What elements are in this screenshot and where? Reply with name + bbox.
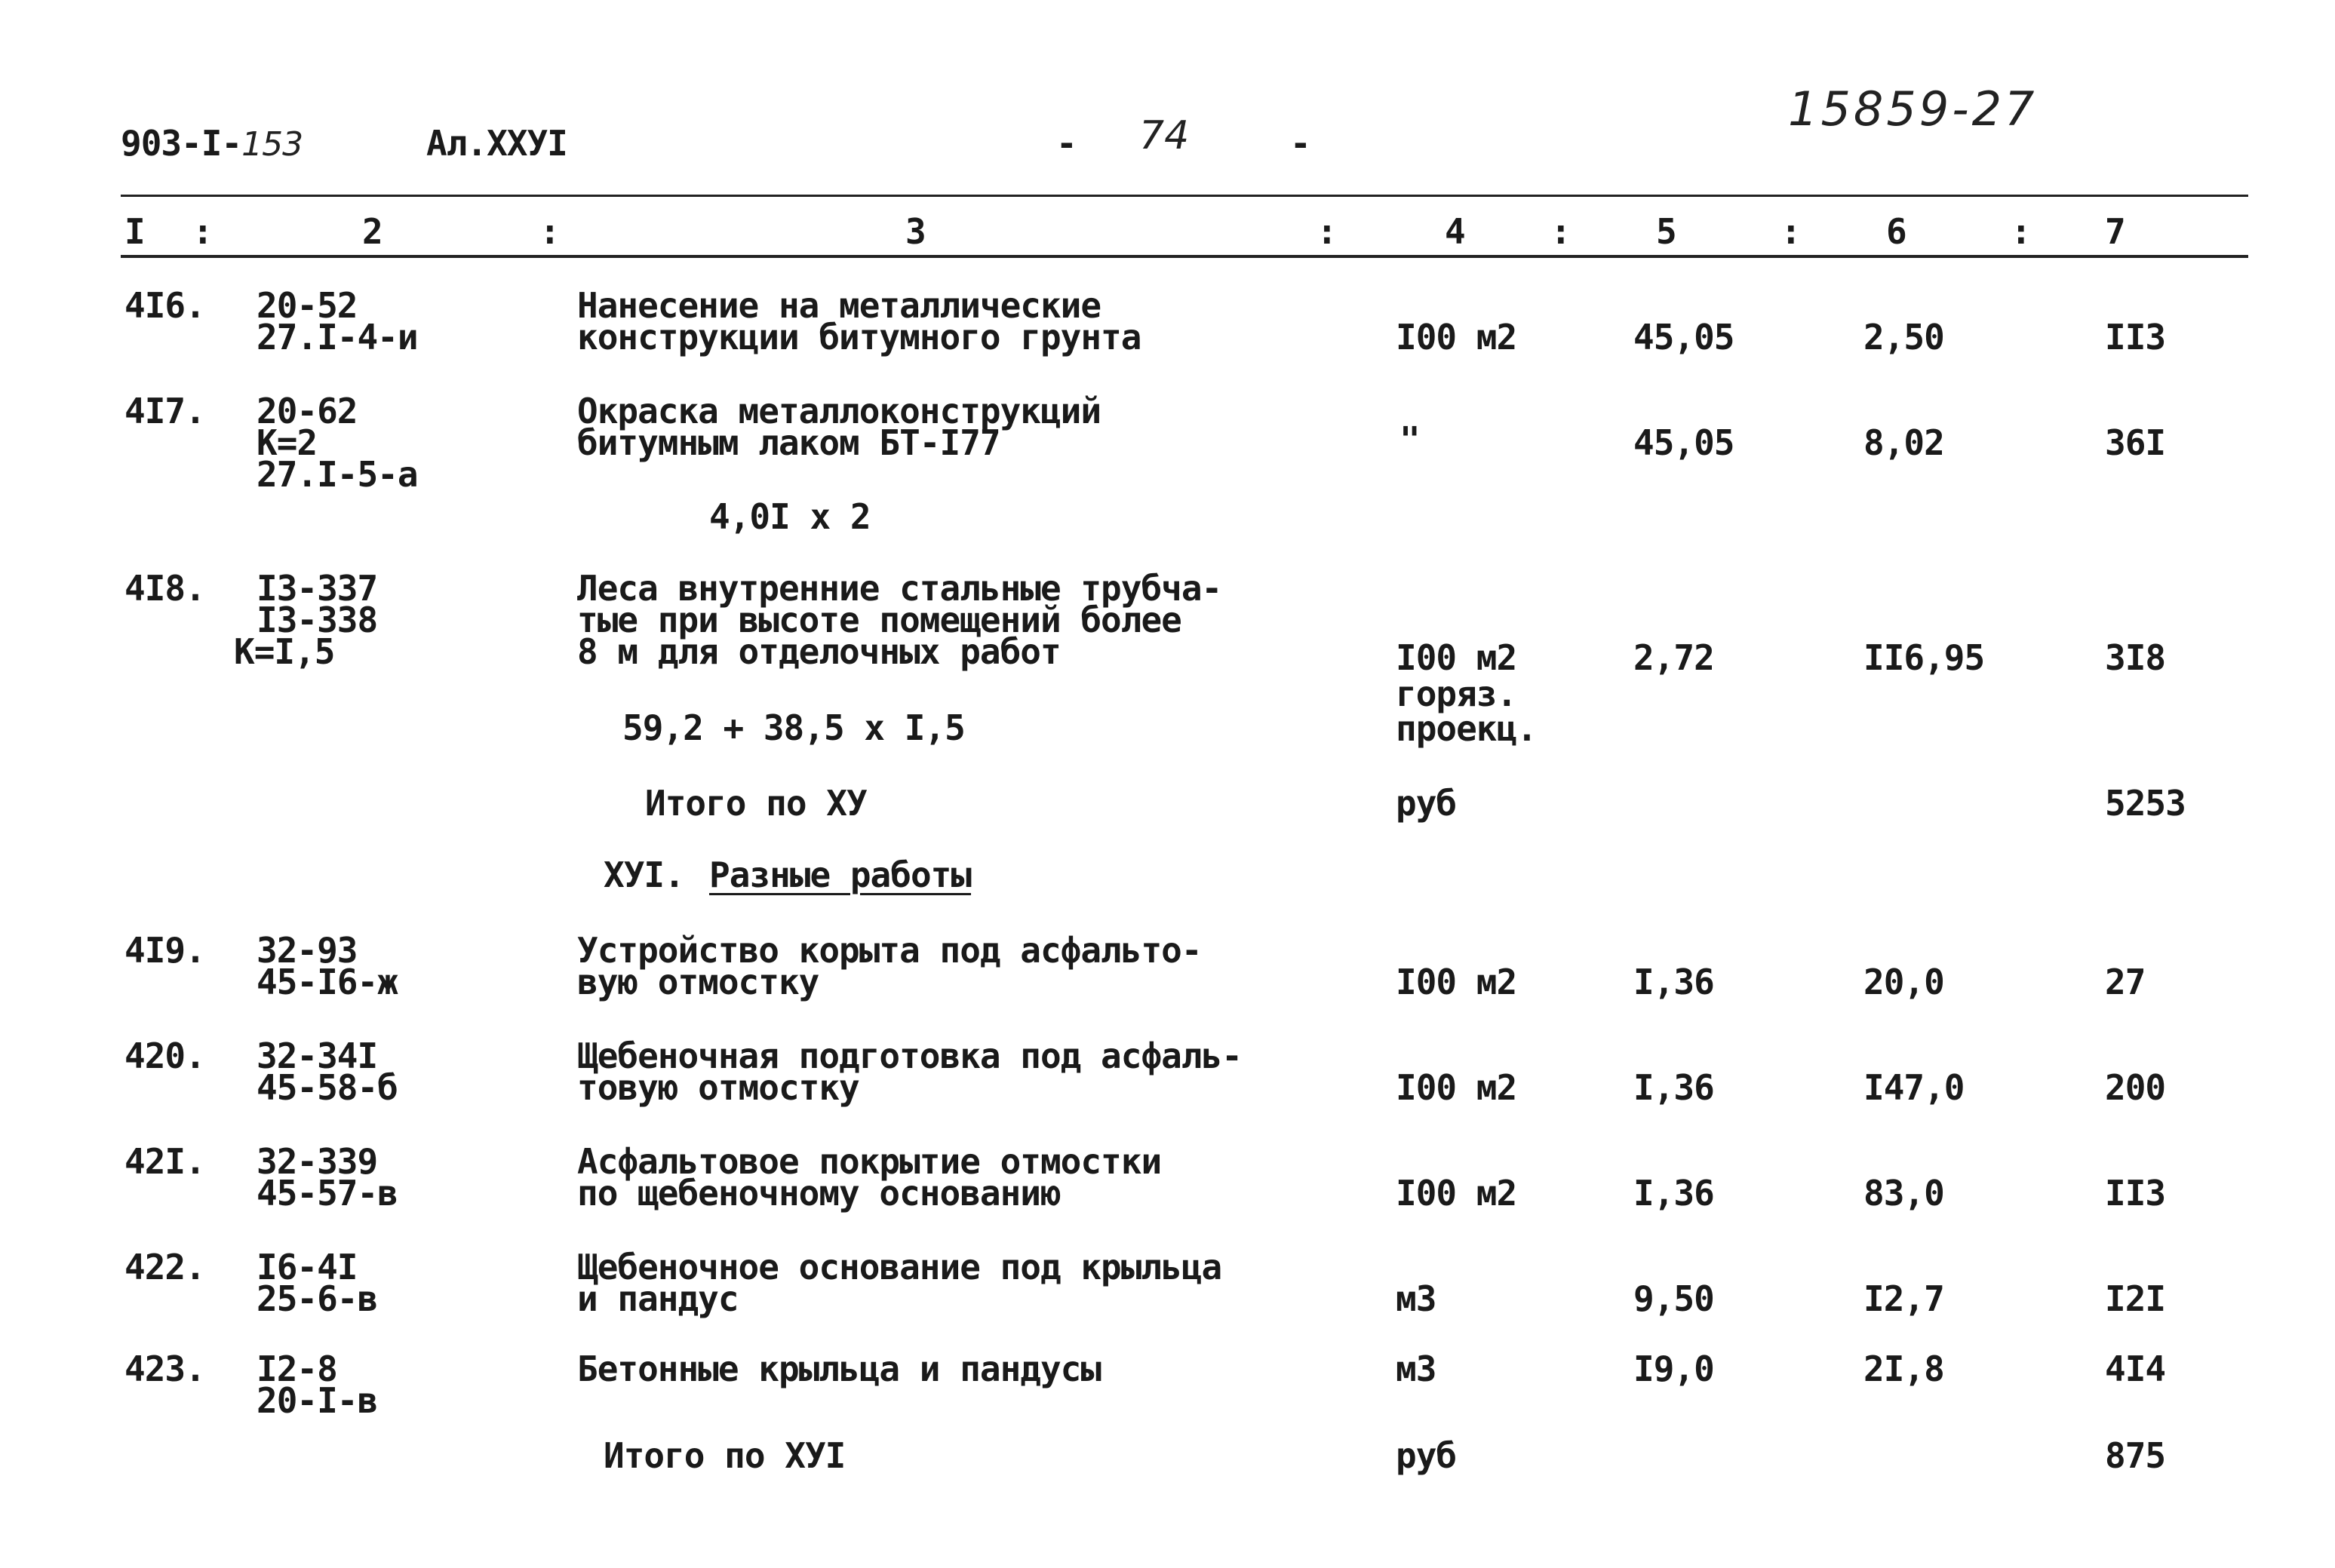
unit-price: 2I,8 xyxy=(1863,1349,1944,1389)
total-cost: 36I xyxy=(2105,422,2166,463)
total-cost: 4I4 xyxy=(2105,1349,2166,1389)
quantity: 9,50 xyxy=(1633,1278,1714,1319)
column-header-6: 6 xyxy=(1886,211,1906,252)
doc-code-handwritten: 153 xyxy=(241,125,303,164)
unit: I00 м2 xyxy=(1396,1067,1517,1108)
work-description: вую отмостку xyxy=(577,962,819,1002)
unit: I00 м2 xyxy=(1396,317,1517,357)
work-description: Бетонные крыльца и пандусы xyxy=(577,1349,1101,1389)
column-separator: : xyxy=(192,211,213,252)
calculation: 4,0I x 2 xyxy=(709,496,871,537)
norm-code: 45-57-в xyxy=(257,1173,398,1214)
unit-price: 8,02 xyxy=(1863,422,1944,463)
quantity: I,36 xyxy=(1633,1067,1714,1108)
subtotal-total: 875 xyxy=(2105,1435,2166,1476)
column-separator: : xyxy=(1550,211,1571,252)
norm-code: 20-62 xyxy=(257,391,358,431)
album-number: Ал.ХХУI xyxy=(426,123,567,164)
unit: горяз. xyxy=(1396,674,1517,714)
page-number: 74 xyxy=(1139,113,1190,158)
unit-price: I47,0 xyxy=(1863,1067,1965,1108)
section-title: Разные работы xyxy=(709,855,972,895)
work-description: 8 м для отделочных работ xyxy=(577,631,1061,672)
column-separator: : xyxy=(1780,211,1801,252)
column-header-1: I xyxy=(124,211,145,252)
subtotal-unit: руб xyxy=(1396,1435,1457,1476)
column-header-3: 3 xyxy=(905,211,926,252)
norm-code: I3-338 xyxy=(257,600,378,640)
row-number: 420. xyxy=(124,1036,205,1076)
total-cost: II3 xyxy=(2105,1173,2166,1214)
unit: I00 м2 xyxy=(1396,637,1517,678)
quantity: I,36 xyxy=(1633,1173,1714,1214)
quantity: 45,05 xyxy=(1633,317,1734,357)
section-number: ХУI. xyxy=(604,855,684,895)
unit-price: II6,95 xyxy=(1863,637,1985,678)
column-separator: : xyxy=(2011,211,2031,252)
norm-code: 32-34I xyxy=(257,1036,378,1076)
quantity: I9,0 xyxy=(1633,1349,1714,1389)
unit: I00 м2 xyxy=(1396,1173,1517,1214)
doc-code xyxy=(121,124,303,164)
unit: " xyxy=(1399,419,1420,460)
total-cost: 3I8 xyxy=(2105,637,2166,678)
norm-code: 45-58-б xyxy=(257,1067,398,1108)
norm-code: 45-I6-ж xyxy=(257,962,398,1002)
norm-code: I3-337 xyxy=(257,568,378,609)
norm-code: I6-4I xyxy=(257,1247,358,1287)
work-description: Асфальтовое покрытие отмостки xyxy=(577,1141,1162,1182)
inventory-number: 15859-27 xyxy=(1788,81,2038,137)
column-separator: : xyxy=(539,211,560,252)
header-rule-top xyxy=(121,195,2248,197)
work-description: Щебеночная подготовка под асфаль- xyxy=(577,1036,1242,1076)
column-header-2: 2 xyxy=(362,211,383,252)
norm-code: 20-52 xyxy=(257,285,358,326)
quantity: I,36 xyxy=(1633,962,1714,1002)
unit-price: I2,7 xyxy=(1863,1278,1944,1319)
work-description: Щебеночное основание под крыльца xyxy=(577,1247,1222,1287)
page-dash-right: - xyxy=(1290,123,1310,164)
norm-code: 32-339 xyxy=(257,1141,378,1182)
column-separator: : xyxy=(1317,211,1337,252)
row-number: 42I. xyxy=(124,1141,205,1182)
calculation: 59,2 + 38,5 x I,5 xyxy=(622,707,965,748)
quantity: 2,72 xyxy=(1633,637,1714,678)
row-number: 4I9. xyxy=(124,930,205,971)
page-dash-left: - xyxy=(1056,123,1077,164)
work-description: товую отмостку xyxy=(577,1067,859,1108)
unit: м3 xyxy=(1396,1278,1436,1319)
norm-code: К=2 xyxy=(257,422,318,463)
norm-code: 20-I-в xyxy=(257,1380,378,1421)
row-number: 4I7. xyxy=(124,391,205,431)
total-cost: I2I xyxy=(2105,1278,2166,1319)
work-description: тые при высоте помещений более xyxy=(577,600,1181,640)
subtotal-total: 5253 xyxy=(2105,783,2186,824)
unit-price: 83,0 xyxy=(1863,1173,1944,1214)
unit: м3 xyxy=(1396,1349,1436,1389)
norm-code: I2-8 xyxy=(257,1349,337,1389)
quantity: 45,05 xyxy=(1633,422,1734,463)
header-rule-bottom xyxy=(121,255,2248,258)
norm-code: 27.I-4-и xyxy=(257,317,418,357)
work-description: конструкции битумного грунта xyxy=(577,317,1141,357)
work-description: по щебеночному основанию xyxy=(577,1173,1061,1214)
total-cost: II3 xyxy=(2105,317,2166,357)
norm-code: 25-6-в xyxy=(257,1278,378,1319)
row-number: 4I8. xyxy=(124,568,205,609)
column-header-5: 5 xyxy=(1656,211,1676,252)
norm-code: К=I,5 xyxy=(234,631,335,672)
norm-code: 32-93 xyxy=(257,930,358,971)
column-header-4: 4 xyxy=(1445,211,1465,252)
unit: проекц. xyxy=(1396,708,1537,749)
total-cost: 27 xyxy=(2105,962,2146,1002)
unit-price: 20,0 xyxy=(1863,962,1944,1002)
total-cost: 200 xyxy=(2105,1067,2166,1108)
doc-code-typed: 903-I- xyxy=(121,123,242,164)
work-description: Устройство корыта под асфальто- xyxy=(577,930,1202,971)
work-description: Нанесение на металлические xyxy=(577,285,1101,326)
subtotal-label: Итого по ХУI xyxy=(604,1435,846,1476)
work-description: битумным лаком БТ-I77 xyxy=(577,422,1000,463)
row-number: 422. xyxy=(124,1247,205,1287)
column-header-7: 7 xyxy=(2105,211,2125,252)
unit-price: 2,50 xyxy=(1863,317,1944,357)
work-description: Леса внутренние стальные трубча- xyxy=(577,568,1222,609)
work-description: Окраска металлоконструкций xyxy=(577,391,1101,431)
norm-code: 27.I-5-а xyxy=(257,454,418,495)
work-description: и пандус xyxy=(577,1278,739,1319)
unit: I00 м2 xyxy=(1396,962,1517,1002)
row-number: 423. xyxy=(124,1349,205,1389)
subtotal-unit: руб xyxy=(1396,783,1457,824)
subtotal-label: Итого по ХУ xyxy=(645,783,867,824)
row-number: 4I6. xyxy=(124,285,205,326)
